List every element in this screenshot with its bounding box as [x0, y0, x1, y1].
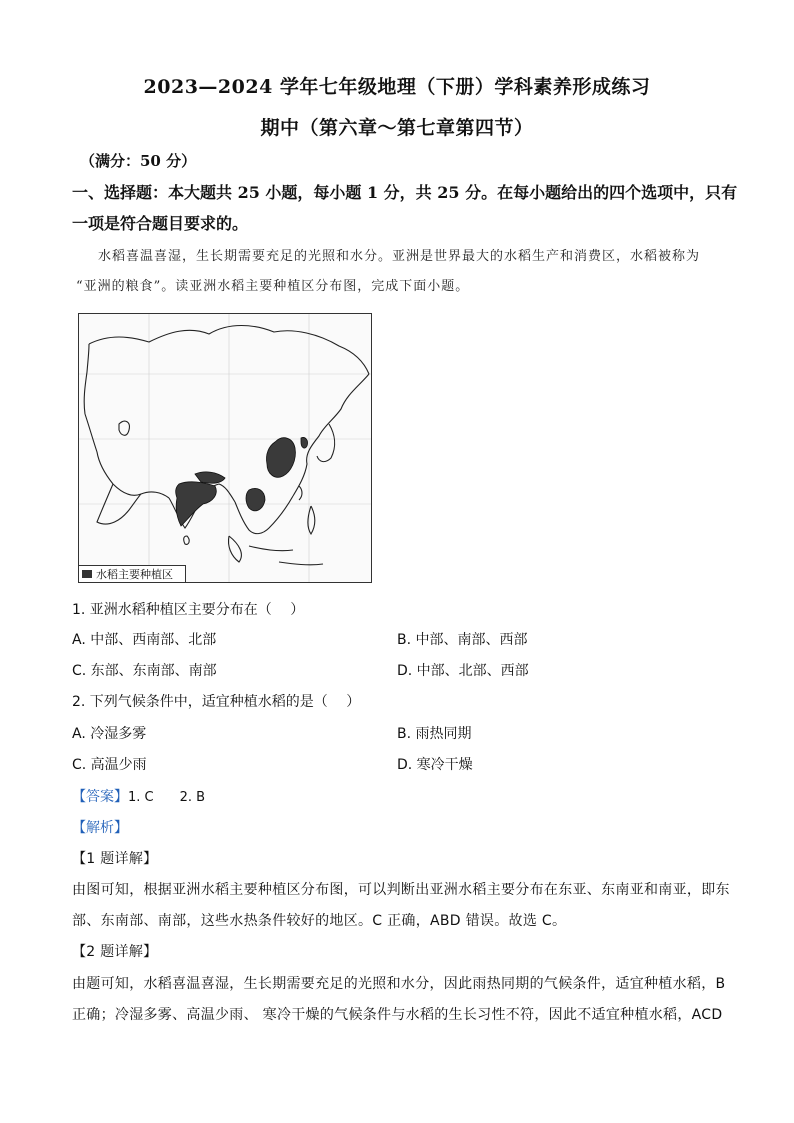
- page-title: 2023—2024 学年七年级地理（下册）学科素养形成练习: [143, 76, 651, 98]
- q1-detail-line2: 部、东南部、南部，这些水热条件较好的地区。C 正确，ABD 错误。故选 C。: [72, 913, 567, 929]
- question-2-option-b: B. 雨热同期: [397, 726, 472, 742]
- q1-detail-label: 【1 题详解】: [72, 851, 158, 867]
- question-1-option-d: D. 中部、北部、西部: [397, 663, 529, 679]
- question-1-option-c: C. 东部、东南部、南部: [72, 663, 217, 679]
- section-heading-line2: 一项是符合题目要求的。: [72, 214, 249, 233]
- rice-region-korea: [301, 437, 308, 448]
- q2-detail-line2: 正确；冷湿多雾、高温少雨、 寒冷干燥的气候条件与水稻的生长习性不符，因此不适宜种植水稻，ACD: [72, 1007, 723, 1023]
- question-2-option-d: D. 寒冷干燥: [397, 757, 473, 773]
- rice-region-china: [266, 438, 295, 478]
- question-1-stem: 1. 亚洲水稻种植区主要分布在（ ）: [72, 602, 305, 618]
- q2-detail-label: 【2 题详解】: [72, 944, 158, 960]
- question-1-option-b: B. 中部、南部、西部: [397, 632, 528, 648]
- score-note: （满分：50 分）: [80, 152, 197, 170]
- page-subtitle: 期中（第六章～第七章第四节）: [260, 117, 534, 139]
- rice-region-indochina: [246, 488, 265, 510]
- asia-rice-map: [78, 313, 372, 583]
- rice-regions: [176, 437, 308, 526]
- q2-detail-line1: 由题可知，水稻喜温喜湿，生长期需要充足的光照和水分，因此雨热同期的气候条件，适宜种植水稻，B: [72, 976, 726, 992]
- question-2-option-a: A. 冷湿多雾: [72, 726, 147, 742]
- legend-swatch: [82, 570, 92, 578]
- asia-map-drawing: [79, 314, 371, 582]
- answer-row: [72, 786, 205, 806]
- section-heading-line1: 一、选择题：本大题共 25 小题，每小题 1 分，共 25 分。在每小题给出的四个选项中，只有: [72, 183, 738, 202]
- intro-line2: “亚洲的粮食”。读亚洲水稻主要种植区分布图，完成下面小题。: [76, 279, 470, 294]
- question-2-option-c: C. 高温少雨: [72, 757, 147, 773]
- analysis-tag: 【解析】: [72, 820, 128, 836]
- answer-tag: 【答案】: [72, 789, 128, 805]
- map-legend: [79, 565, 186, 582]
- question-1-option-a: A. 中部、西南部、北部: [72, 632, 217, 648]
- intro-line1: 水稻喜温喜湿，生长期需要充足的光照和水分。亚洲是世界最大的水稻生产和消费区，水稻被称为: [98, 249, 701, 264]
- answer-value: 1. C 2. B: [128, 790, 206, 805]
- q1-detail-line1: 由图可知，根据亚洲水稻主要种植区分布图，可以判断出亚洲水稻主要分布在东亚、东南亚和南亚，即东: [72, 882, 730, 898]
- question-2-stem: 2. 下列气候条件中，适宜种植水稻的是（ ）: [72, 694, 361, 710]
- rice-region-ganges: [195, 472, 225, 483]
- coastline: [84, 326, 369, 565]
- legend-label: 水稻主要种植区: [96, 568, 173, 581]
